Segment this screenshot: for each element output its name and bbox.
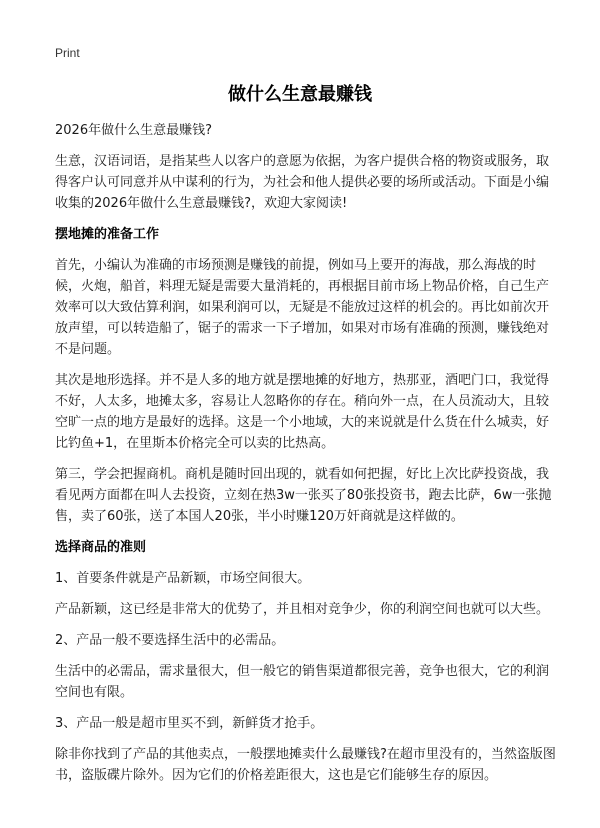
intro-paragraph: 生意，汉语词语，是指某些人以客户的意愿为依据，为客户提供合格的物资或服务，取得客户认可同意并从中谋利的行为，为社会和他人提供必要的场所或活动。下面是小编收集的2026年做什么生意最赚钱?，欢迎大家阅读! <box>55 154 550 211</box>
paragraph: 其次是地形选择。并不是人多的地方就是摆地摊的好地方，热那亚，酒吧门口，我觉得不好，人太多，地摊太多，容易让人忽略你的存在。稍向外一点，在人员流动大，且较空旷一点的地方是最好的选择。这是一个小地域，大的来说就是什么货在什么城卖，好比钓鱼+1，在里斯本价格完全可以卖的比热高。 <box>55 373 550 451</box>
criterion-item: 1、首要条件就是产品新颖，市场空间很大。 <box>55 571 311 586</box>
criterion-item: 2、产品一般不要选择生活中的必需品。 <box>55 633 285 648</box>
criterion-item: 3、产品一般是超市里买不到，新鲜货才抢手。 <box>55 716 324 731</box>
paragraph: 首先，小编认为准确的市场预测是赚钱的前提，例如马上要开的海战，那么海战的时候，火炮，船首，料理无疑是需要大量消耗的，再根据目前市场上物品价格，自己生产效率可以大致估算利润，如果利润可以，无疑是不能放过这样的机会的。再比如前次开放声望，可以转造船了，锯子的需求一下子增加，如果对市场有准确的预测，赚钱绝对不是问题。 <box>55 258 550 357</box>
page-title: 做什么生意最赚钱 <box>228 84 372 105</box>
paragraph: 产品新颖，这已经是非常大的优势了，并且相对竞争少，你的利润空间也就可以大些。 <box>55 602 550 617</box>
print-link[interactable]: Print <box>55 46 80 60</box>
paragraph: 除非你找到了产品的其他卖点，一般摆地摊卖什么最赚钱?在超市里没有的，当然盗版图书，盗版碟片除外。因为它们的价格差距很大，这也是它们能够生存的原因。 <box>55 747 556 783</box>
section-heading-product-criteria: 选择商品的准则 <box>55 540 147 555</box>
paragraph: 生活中的必需品，需求量很大，但一般它的销售渠道都很完善，竞争也很大，它的利润空间也有限。 <box>55 664 550 700</box>
paragraph: 第三，学会把握商机。商机是随时回出现的，就看如何把握，好比上次比萨投资战，我看见两方面都在叫人去投资，立刻在热3w一张买了80张投资书，跑去比萨，6w一张抛售，卖了60张，送了本国人20张，半小时赚120万奸商就是这样做的。 <box>55 467 552 524</box>
article-body <box>55 120 558 796</box>
section-heading-stall-preparation: 摆地摊的准备工作 <box>55 227 160 242</box>
intro-question: 2026年做什么生意最赚钱? <box>55 123 212 138</box>
